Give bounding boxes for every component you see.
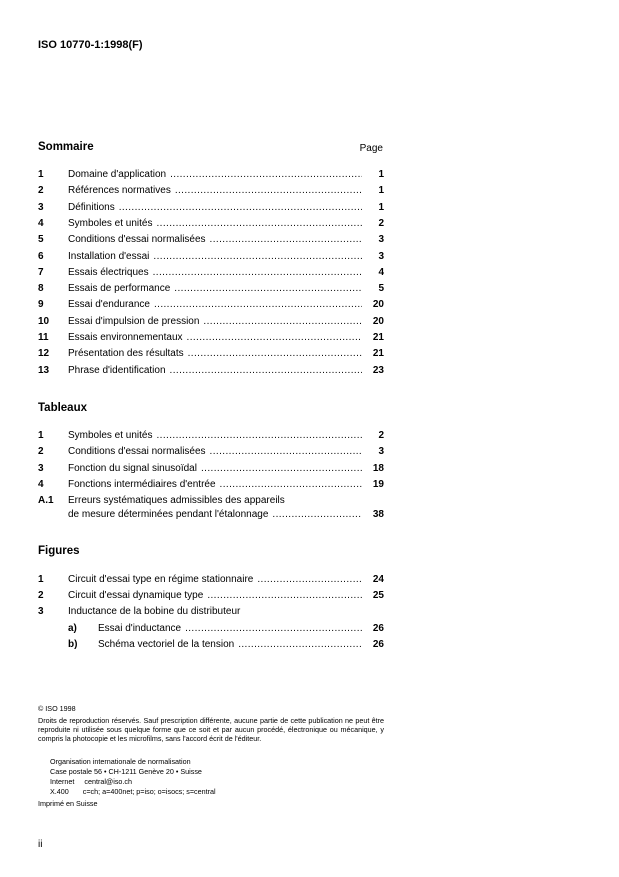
entry-text: Conditions d'essai normalisées — [68, 234, 206, 246]
entry-page: 1 — [378, 201, 384, 213]
dot-leader — [170, 168, 362, 182]
dot-leader — [154, 298, 362, 312]
toc-entry-section-7[interactable] — [38, 266, 384, 280]
entry-number: 1 — [38, 169, 44, 180]
entry-page: 2 — [378, 430, 384, 441]
dot-leader — [220, 478, 362, 492]
entry-number: 2 — [38, 185, 44, 197]
dot-leader — [153, 250, 362, 264]
entry-number: 9 — [38, 299, 44, 311]
entry-page: 25 — [372, 590, 384, 602]
entry-text: Symboles et unités — [68, 217, 153, 229]
entry-text: Symboles et unités — [68, 430, 153, 441]
entry-text: Inductance de la bobine du distributeur — [68, 606, 241, 617]
address-internet: Internet central@iso.ch — [50, 777, 133, 786]
dot-leader — [238, 638, 362, 652]
dot-leader — [119, 201, 362, 215]
dot-leader — [153, 266, 362, 280]
entry-page: 19 — [372, 478, 384, 490]
address-line-1: Organisation internationale de normalisation — [50, 757, 191, 766]
entry-number: 4 — [38, 217, 44, 229]
dot-leader — [175, 184, 362, 198]
dot-leader — [201, 462, 362, 476]
entry-text: Essai d'inductance — [98, 623, 182, 634]
entry-number: 10 — [38, 315, 50, 327]
entry-text: Circuit d'essai type en régime stationnaire — [68, 574, 254, 585]
toc-entry-section-10[interactable] — [38, 315, 384, 329]
entry-page: 18 — [372, 462, 384, 474]
entry-page: 26 — [372, 639, 384, 650]
entry-number: 12 — [38, 348, 50, 360]
entry-text-line2: de mesure déterminées pendant l'étalonnage — [68, 509, 269, 520]
entry-page: 2 — [378, 217, 384, 229]
dot-leader — [170, 364, 362, 378]
entry-page: 3 — [378, 234, 384, 246]
entry-page: 21 — [372, 348, 384, 360]
entry-number: 7 — [38, 266, 44, 278]
entry-page: 26 — [372, 623, 384, 634]
toc-entry-section-12[interactable] — [38, 347, 384, 361]
entry-number: 13 — [38, 364, 50, 376]
sub-label: b) — [68, 639, 78, 650]
entry-text: Phrase d'identification — [68, 364, 166, 376]
tableaux-title: Tableaux — [38, 402, 87, 414]
toc-entry-table-1[interactable] — [38, 429, 384, 443]
entry-number: 2 — [38, 590, 44, 602]
entry-number: A.1 — [38, 495, 54, 506]
toc-entry-table-4[interactable] — [38, 478, 384, 492]
entry-number: 5 — [38, 234, 44, 246]
dot-leader — [210, 233, 362, 247]
document-id: ISO 10770-1:1998(F) — [38, 39, 143, 51]
entry-text: Essais de performance — [68, 283, 171, 295]
entry-number: 3 — [38, 462, 44, 474]
toc-entry-figure-1[interactable] — [38, 573, 384, 587]
dot-leader — [207, 589, 362, 603]
entry-number: 3 — [38, 201, 44, 213]
dot-leader — [257, 573, 362, 587]
entry-text: Références normatives — [68, 185, 171, 197]
page-number: ii — [38, 839, 43, 850]
entry-page: 21 — [372, 332, 384, 343]
entry-number: 3 — [38, 606, 44, 617]
toc-entry-table-a1[interactable] — [38, 494, 384, 522]
entry-text: Essai d'impulsion de pression — [68, 315, 200, 327]
toc-entry-section-11[interactable] — [38, 331, 384, 345]
entry-number: 2 — [38, 446, 44, 458]
dot-leader — [174, 282, 362, 296]
entry-number: 1 — [38, 430, 44, 441]
dot-leader — [210, 445, 362, 459]
dot-leader — [157, 217, 363, 231]
dot-leader — [203, 315, 362, 329]
entry-text: Présentation des résultats — [68, 348, 184, 360]
entry-page: 23 — [372, 364, 384, 376]
entry-page: 20 — [372, 299, 384, 311]
toc-entry-table-2[interactable] — [38, 445, 384, 459]
address-x400: X.400 c=ch; a=400net; p=iso; o=isocs; s=central — [50, 787, 216, 796]
entry-text: Fonctions intermédiaires d'entrée — [68, 478, 216, 490]
toc-entry-section-13[interactable] — [38, 364, 384, 378]
entry-text: Essais électriques — [68, 266, 149, 278]
toc-entry-figure-3 — [38, 605, 384, 619]
toc-entry-section-4[interactable] — [38, 217, 384, 231]
toc-entry-section-3[interactable] — [38, 201, 384, 215]
toc-entry-section-2[interactable] — [38, 184, 384, 198]
sommaire-title: Sommaire — [38, 141, 94, 153]
entry-text: Schéma vectoriel de la tension — [98, 639, 235, 650]
entry-number: 1 — [38, 574, 44, 585]
page-column-label: Page — [359, 143, 383, 154]
toc-entry-section-1[interactable] — [38, 168, 384, 182]
entry-text: Domaine d'application — [68, 169, 167, 180]
entry-page: 4 — [378, 266, 384, 278]
entry-page: 5 — [378, 283, 384, 295]
entry-text: Essai d'endurance — [68, 299, 150, 311]
entry-number: 4 — [38, 478, 44, 490]
entry-page: 24 — [372, 574, 384, 585]
entry-text-line1: Erreurs systématiques admissibles des appareils — [68, 495, 285, 506]
dot-leader — [185, 622, 362, 636]
entry-text: Installation d'essai — [68, 250, 150, 262]
toc-entry-section-6[interactable] — [38, 250, 384, 264]
toc-entry-section-5[interactable] — [38, 233, 384, 247]
entry-number: 8 — [38, 283, 44, 295]
entry-number: 6 — [38, 250, 44, 262]
entry-page: 20 — [372, 315, 384, 327]
dot-leader — [157, 429, 363, 443]
printed-in: Imprimé en Suisse — [38, 799, 98, 808]
entry-page: 3 — [378, 446, 384, 458]
toc-entry-table-3[interactable] — [38, 462, 384, 476]
dot-leader — [188, 347, 362, 361]
entry-page: 38 — [372, 509, 384, 520]
dot-leader — [187, 331, 362, 345]
copyright-line: © ISO 1998 — [38, 704, 76, 713]
entry-number: 11 — [38, 332, 49, 343]
toc-entry-section-9[interactable] — [38, 298, 384, 312]
entry-page: 1 — [378, 185, 384, 197]
address-line-2: Case postale 56 • CH-1211 Genève 20 • Suisse — [50, 767, 202, 776]
entry-text: Circuit d'essai dynamique type — [68, 590, 204, 602]
entry-text: Définitions — [68, 201, 115, 213]
entry-page: 3 — [378, 250, 384, 262]
sub-label: a) — [68, 623, 77, 634]
toc-entry-figure-2[interactable] — [38, 589, 384, 603]
entry-text: Essais environnementaux — [68, 332, 183, 343]
figures-title: Figures — [38, 545, 80, 557]
copyright-text: Droits de reproduction réservés. Sauf prescription différente, aucune partie de cette publication ne peut être reproduite ni utilisée sous quelque forme que ce soit et par aucun procédé, électronique ou mécanique, y compris la photocopie et les microfilms, sans l'accord écrit de l'éditeur. — [38, 716, 384, 743]
toc-entry-section-8[interactable] — [38, 282, 384, 296]
toc-entry-figure-3b[interactable] — [38, 638, 384, 652]
dot-leader — [272, 508, 362, 522]
entry-page: 1 — [378, 169, 384, 180]
toc-entry-figure-3a[interactable] — [38, 622, 384, 636]
entry-text: Fonction du signal sinusoïdal — [68, 462, 197, 474]
entry-text: Conditions d'essai normalisées — [68, 446, 206, 458]
